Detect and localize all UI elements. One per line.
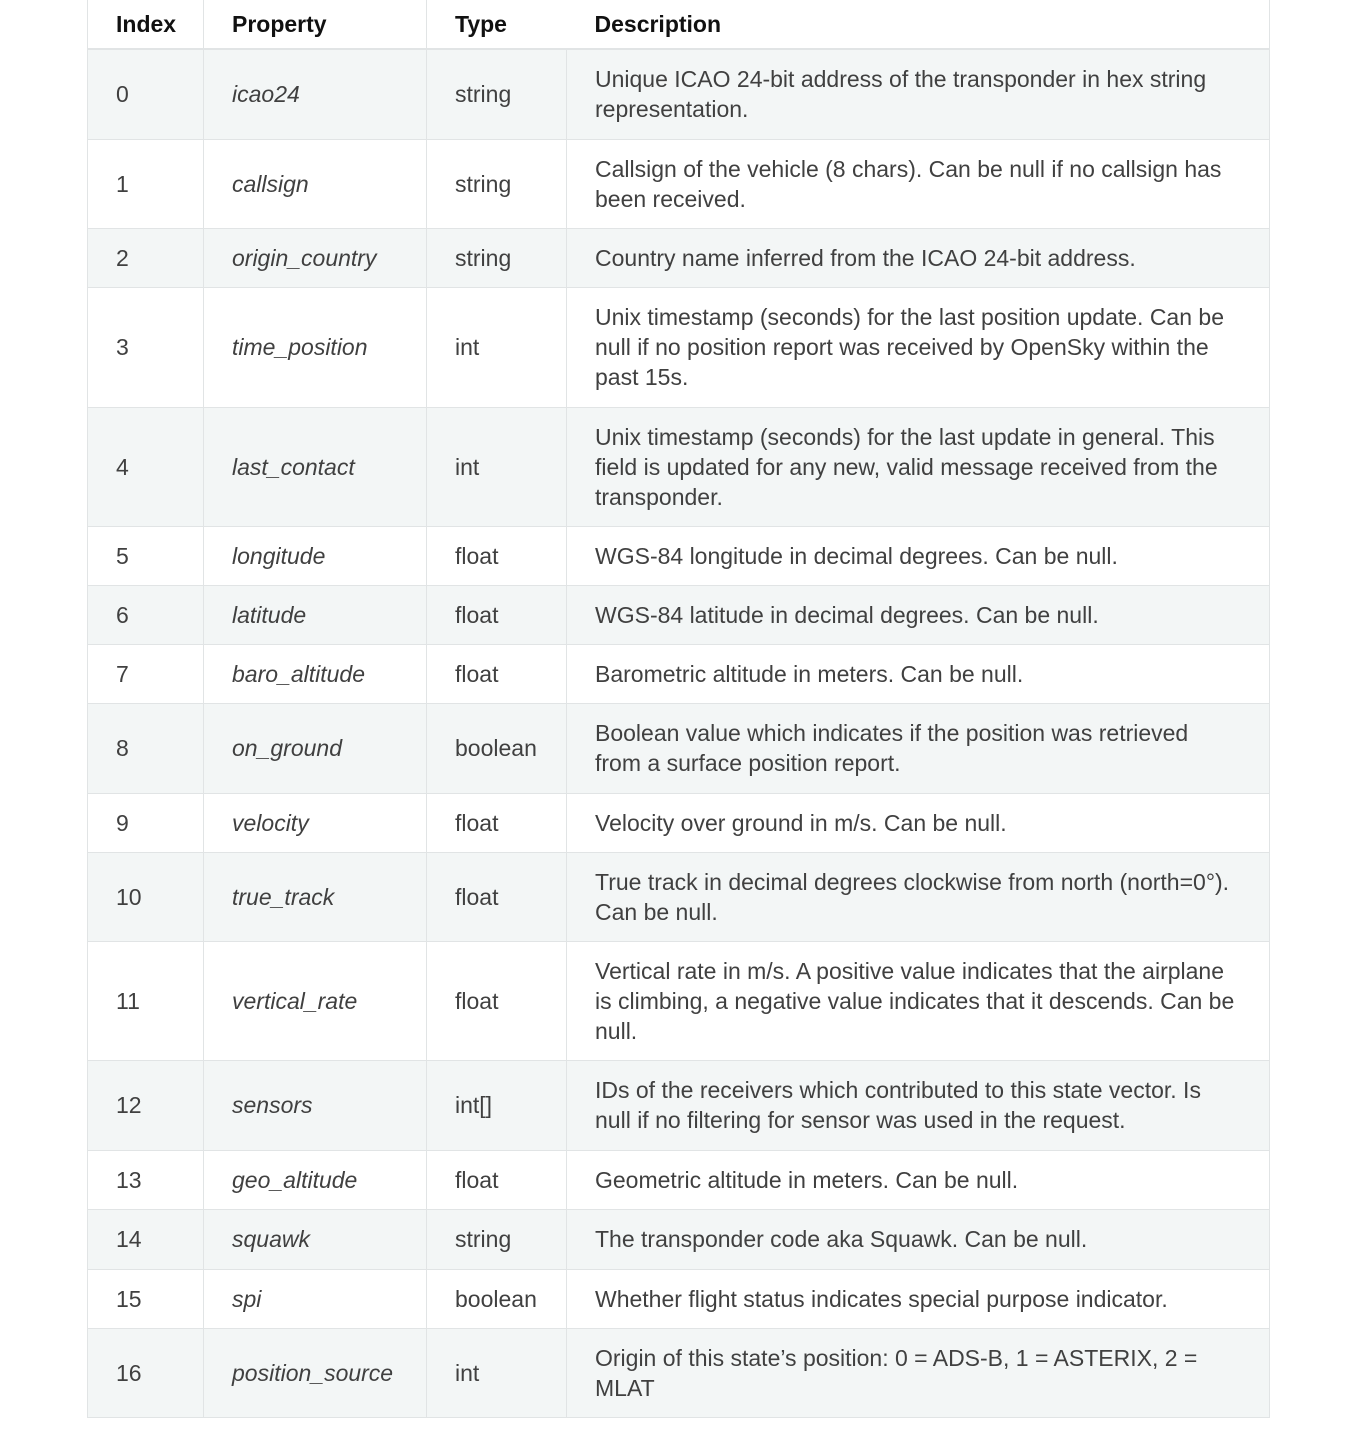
cell-description: Country name inferred from the ICAO 24-bit address. xyxy=(567,228,1270,287)
cell-type: boolean xyxy=(427,1269,567,1328)
cell-property: latitude xyxy=(204,585,427,644)
cell-description: Unique ICAO 24-bit address of the transponder in hex string representation. xyxy=(567,49,1270,139)
table-row xyxy=(88,228,1270,287)
cell-property: squawk xyxy=(204,1209,427,1269)
cell-property: vertical_rate xyxy=(204,941,427,1060)
cell-index: 4 xyxy=(88,407,204,526)
cell-property: callsign xyxy=(204,139,427,228)
cell-index: 11 xyxy=(88,941,204,1060)
header-type: Type xyxy=(427,0,567,49)
cell-type: float xyxy=(427,644,567,703)
cell-index: 7 xyxy=(88,644,204,703)
table-row xyxy=(88,139,1270,228)
table-row xyxy=(88,287,1270,407)
header-index: Index xyxy=(88,0,204,49)
table-row xyxy=(88,1209,1270,1269)
cell-property: geo_altitude xyxy=(204,1150,427,1209)
cell-description: WGS-84 longitude in decimal degrees. Can be null. xyxy=(567,526,1270,585)
cell-description: True track in decimal degrees clockwise from north (north=0°). Can be null. xyxy=(567,852,1270,941)
state-vector-table xyxy=(87,0,1270,1418)
table-body xyxy=(88,49,1270,1417)
cell-index: 16 xyxy=(88,1328,204,1417)
cell-type: string xyxy=(427,228,567,287)
table-row xyxy=(88,49,1270,139)
state-vector-table-container xyxy=(87,0,1269,1418)
header-property: Property xyxy=(204,0,427,49)
cell-index: 8 xyxy=(88,703,204,793)
cell-description: Vertical rate in m/s. A positive value indicates that the airplane is climbing, a negative value indicates that it descends. Can be null. xyxy=(567,941,1270,1060)
cell-index: 14 xyxy=(88,1209,204,1269)
cell-property: icao24 xyxy=(204,49,427,139)
cell-description: IDs of the receivers which contributed to this state vector. Is null if no filtering for sensor was used in the request. xyxy=(567,1060,1270,1150)
cell-description: Callsign of the vehicle (8 chars). Can be null if no callsign has been received. xyxy=(567,139,1270,228)
header-row xyxy=(88,0,1270,49)
cell-property: time_position xyxy=(204,287,427,407)
cell-type: int xyxy=(427,407,567,526)
cell-type: int xyxy=(427,1328,567,1417)
table-row xyxy=(88,793,1270,852)
header-description: Description xyxy=(567,0,1270,49)
cell-property: sensors xyxy=(204,1060,427,1150)
cell-index: 13 xyxy=(88,1150,204,1209)
cell-description: Origin of this state’s position: 0 = ADS-B, 1 = ASTERIX, 2 = MLAT xyxy=(567,1328,1270,1417)
cell-index: 15 xyxy=(88,1269,204,1328)
table-row xyxy=(88,585,1270,644)
cell-description: Whether flight status indicates special purpose indicator. xyxy=(567,1269,1270,1328)
cell-property: longitude xyxy=(204,526,427,585)
cell-type: float xyxy=(427,1150,567,1209)
table-row xyxy=(88,407,1270,526)
cell-property: baro_altitude xyxy=(204,644,427,703)
table-row xyxy=(88,852,1270,941)
cell-property: last_contact xyxy=(204,407,427,526)
cell-description: Boolean value which indicates if the position was retrieved from a surface position report. xyxy=(567,703,1270,793)
table-header xyxy=(88,0,1270,49)
cell-property: velocity xyxy=(204,793,427,852)
table-row xyxy=(88,941,1270,1060)
table-row xyxy=(88,703,1270,793)
cell-description: WGS-84 latitude in decimal degrees. Can be null. xyxy=(567,585,1270,644)
cell-description: Unix timestamp (seconds) for the last position update. Can be null if no position report was received by OpenSky within the past 15s. xyxy=(567,287,1270,407)
cell-type: float xyxy=(427,585,567,644)
table-row xyxy=(88,1269,1270,1328)
cell-index: 12 xyxy=(88,1060,204,1150)
cell-description: The transponder code aka Squawk. Can be null. xyxy=(567,1209,1270,1269)
cell-type: int xyxy=(427,287,567,407)
cell-type: float xyxy=(427,526,567,585)
table-row xyxy=(88,1328,1270,1417)
cell-type: float xyxy=(427,793,567,852)
cell-type: string xyxy=(427,1209,567,1269)
cell-type: string xyxy=(427,49,567,139)
cell-index: 1 xyxy=(88,139,204,228)
cell-type: boolean xyxy=(427,703,567,793)
cell-type: float xyxy=(427,852,567,941)
cell-type: int[] xyxy=(427,1060,567,1150)
cell-property: on_ground xyxy=(204,703,427,793)
cell-index: 10 xyxy=(88,852,204,941)
cell-property: spi xyxy=(204,1269,427,1328)
cell-type: float xyxy=(427,941,567,1060)
cell-type: string xyxy=(427,139,567,228)
cell-property: origin_country xyxy=(204,228,427,287)
cell-index: 5 xyxy=(88,526,204,585)
table-row xyxy=(88,1150,1270,1209)
cell-index: 2 xyxy=(88,228,204,287)
cell-property: position_source xyxy=(204,1328,427,1417)
cell-index: 0 xyxy=(88,49,204,139)
table-row xyxy=(88,1060,1270,1150)
cell-description: Velocity over ground in m/s. Can be null. xyxy=(567,793,1270,852)
cell-index: 6 xyxy=(88,585,204,644)
cell-description: Barometric altitude in meters. Can be null. xyxy=(567,644,1270,703)
cell-description: Unix timestamp (seconds) for the last update in general. This field is updated for any new, valid message received from the transponder. xyxy=(567,407,1270,526)
cell-property: true_track xyxy=(204,852,427,941)
cell-description: Geometric altitude in meters. Can be null. xyxy=(567,1150,1270,1209)
table-row xyxy=(88,644,1270,703)
cell-index: 3 xyxy=(88,287,204,407)
table-row xyxy=(88,526,1270,585)
cell-index: 9 xyxy=(88,793,204,852)
